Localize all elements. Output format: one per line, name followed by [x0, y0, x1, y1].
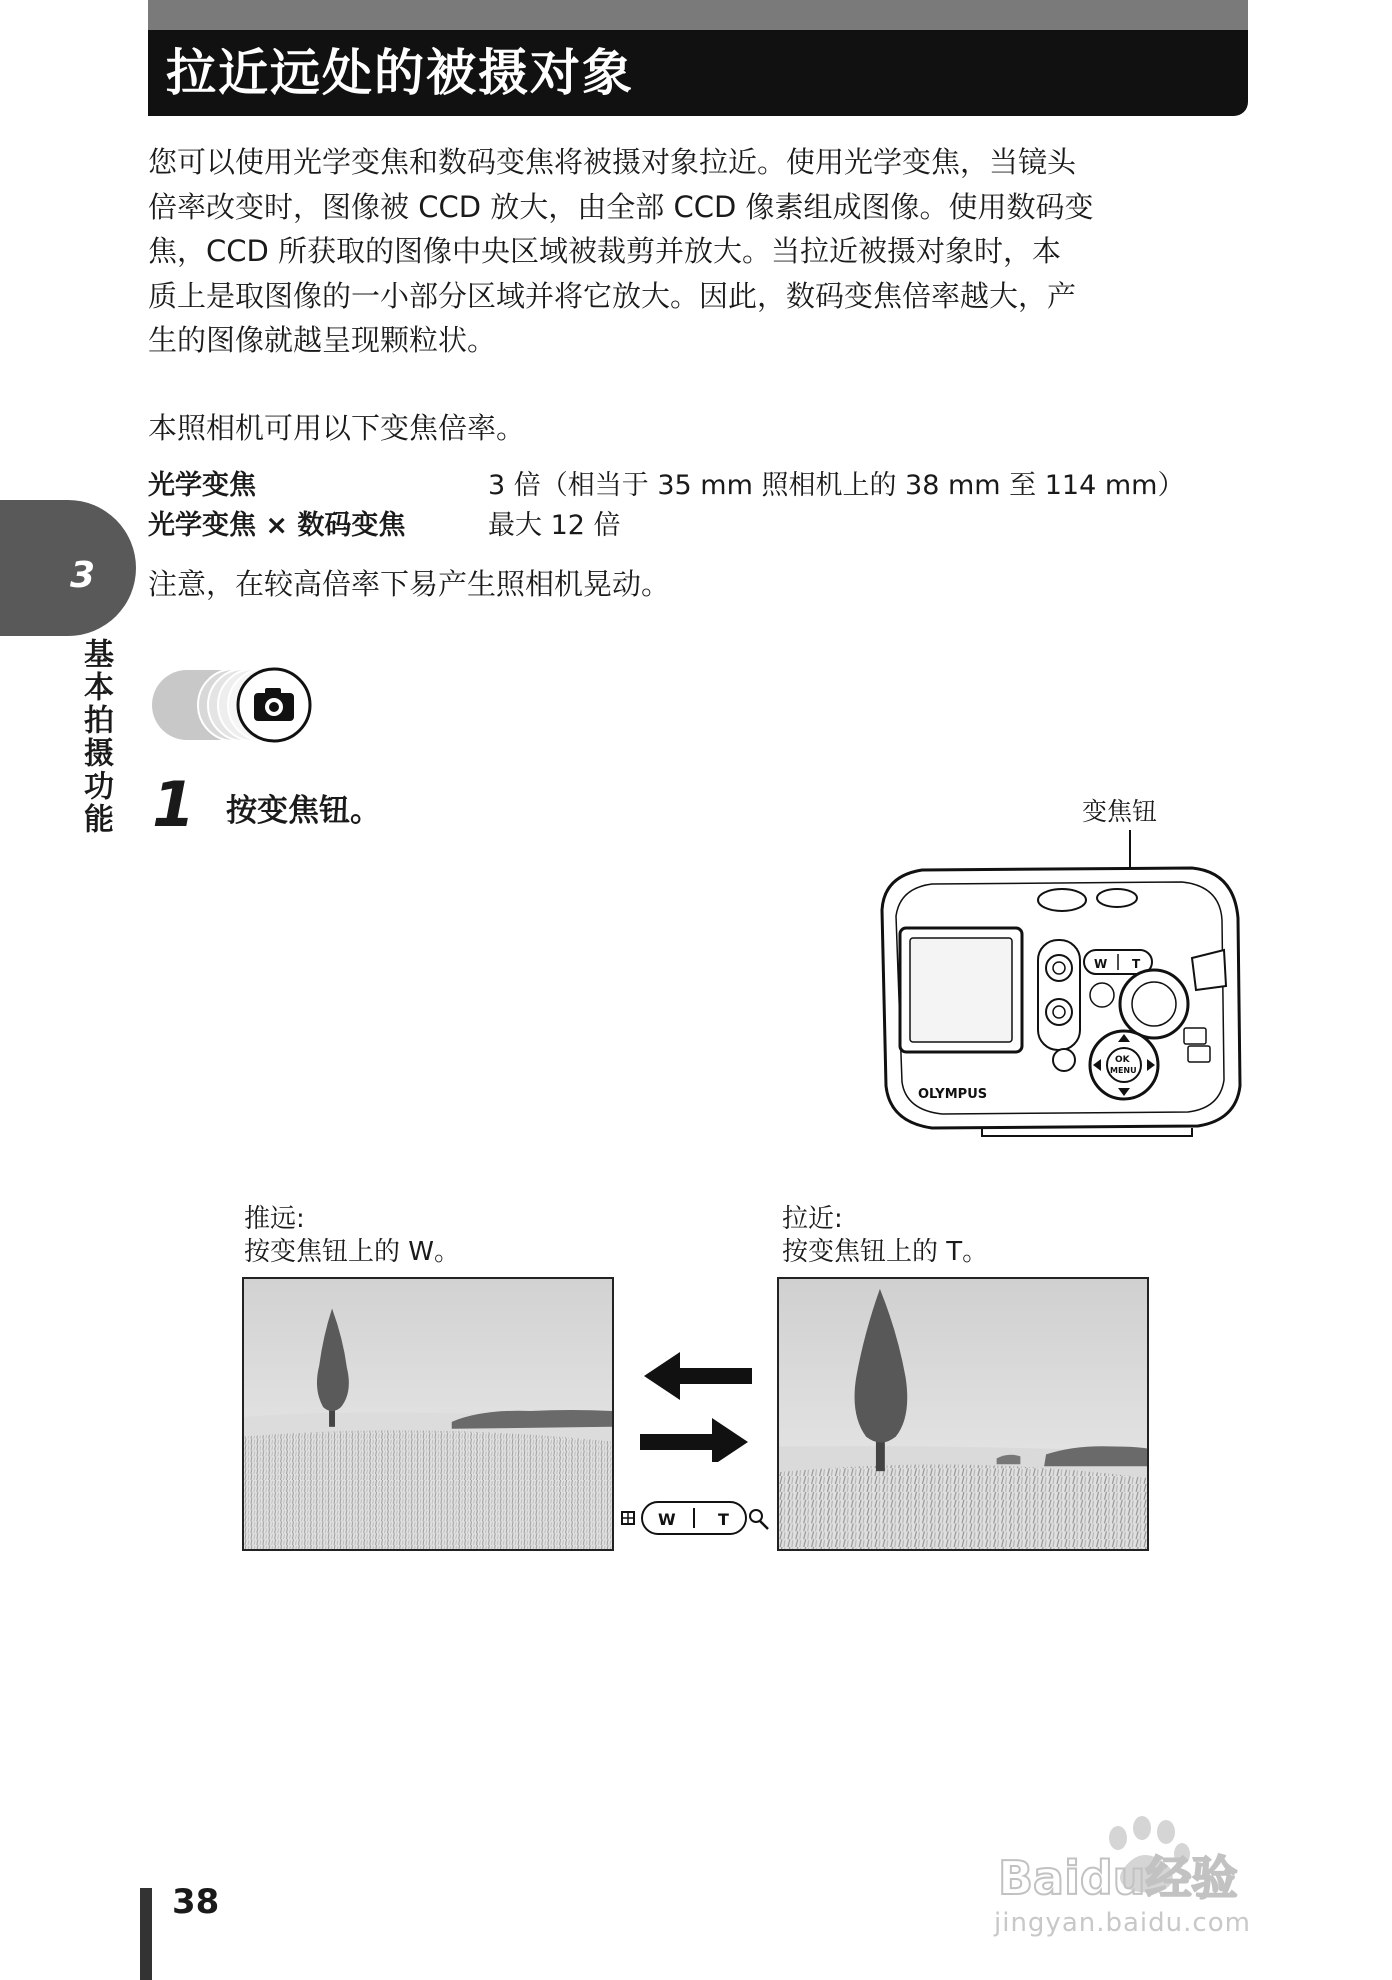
chapter-number: 3 [70, 555, 96, 596]
step-number: 1 [152, 768, 196, 841]
body-line: 焦，CCD 所获取的图像中央区域被裁剪并放大。当拉近被摄对象时，本 [148, 234, 1062, 268]
camera-ok-label: OK [1115, 1055, 1130, 1065]
zoom-t-label: T [718, 1510, 729, 1529]
chapter-title: 基本拍摄功能 [78, 638, 113, 836]
watermark-url: jingyan.baidu.com [994, 1908, 1251, 1938]
telephoto-photo [777, 1277, 1149, 1551]
step-text: 按变焦钮。 [226, 793, 381, 829]
baidu-watermark-logo [994, 1808, 1314, 1908]
digital-zoom-value: 最大 12 倍 [488, 510, 621, 541]
digital-zoom-label: 光学变焦 × 数码变焦 [148, 510, 406, 541]
body-line: 您可以使用光学变焦和数码变焦将被摄对象拉近。使用光学变焦，当镜头 [148, 145, 1077, 179]
body-paragraph [148, 140, 1248, 363]
zoom-intro: 本照相机可用以下变焦倍率。 [148, 411, 526, 445]
shooting-mode-icon [150, 664, 314, 746]
page-number-rule [140, 1888, 152, 1980]
chapter-tab [0, 500, 136, 636]
zoom-out-title: 推远: [244, 1204, 305, 1234]
camera-zoom-w-label: W [1094, 957, 1108, 971]
optical-zoom-value: 3 倍（相当于 35 mm 照相机上的 38 mm 至 114 mm） [488, 470, 1185, 501]
zoom-w-label: W [658, 1510, 676, 1529]
shake-note: 注意，在较高倍率下易产生照相机晃动。 [148, 567, 671, 601]
watermark-text: Baidu经验 [998, 1851, 1238, 1905]
camera-zoom-t-label: T [1132, 957, 1141, 971]
wide-grid-icon [622, 1512, 634, 1524]
zoom-button-label: 变焦钮 [1082, 797, 1158, 826]
zoom-lever-diagram [620, 1498, 772, 1538]
zoom-out-caption [244, 1203, 460, 1269]
page-title: 拉近远处的被摄对象 [166, 44, 634, 102]
page-number: 38 [172, 1882, 220, 1922]
zoom-in-text: 按变焦钮上的 T。 [782, 1237, 989, 1267]
zoom-direction-arrows [636, 1352, 756, 1462]
optical-zoom-label: 光学变焦 [148, 470, 256, 501]
body-line: 质上是取图像的一小部分区域并将它放大。因此，数码变焦倍率越大，产 [148, 278, 1077, 313]
wide-angle-photo [242, 1277, 614, 1551]
body-line: 生的图像就越呈现颗粒状。 [148, 323, 497, 357]
camera-menu-label: MENU [1110, 1066, 1137, 1075]
body-line: 倍率改变时，图像被 CCD 放大，由全部 CCD 像素组成图像。使用数码变 [148, 189, 1094, 224]
zoom-in-caption [782, 1203, 988, 1269]
zoom-out-text: 按变焦钮上的 W。 [244, 1237, 460, 1267]
magnify-icon [750, 1510, 768, 1529]
camera-illustration [862, 790, 1252, 1140]
title-top-band [148, 0, 1248, 30]
zoom-in-title: 拉近: [782, 1204, 843, 1234]
camera-brand-label: OLYMPUS [918, 1087, 988, 1102]
